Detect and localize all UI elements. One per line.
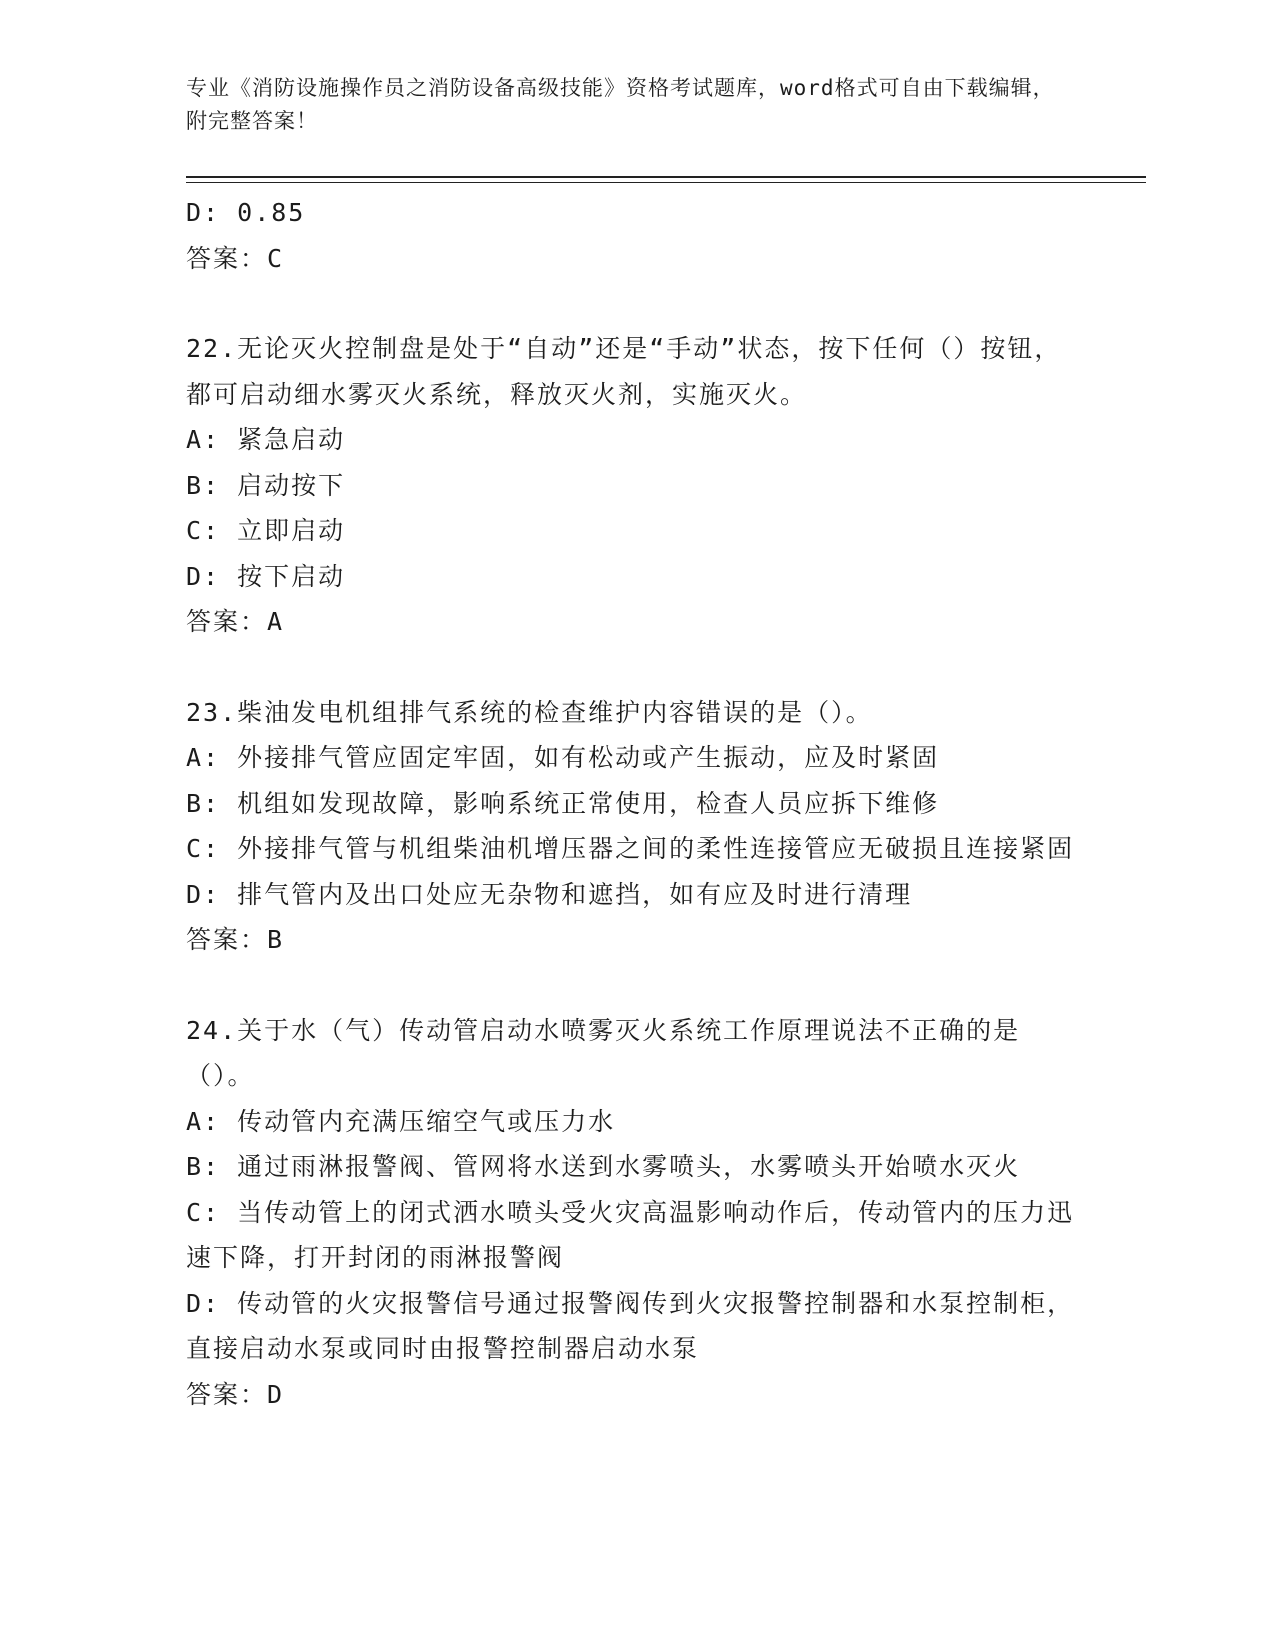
- answer: 答案：C: [186, 243, 285, 273]
- option-c: C: 当传动管上的闭式洒水喷头受火灾高温影响动作后，传动管内的压力迅速下降，打开封闭的雨淋报警阀: [186, 1197, 1075, 1272]
- question-text: 24.关于水（气）传动管启动水喷雾灭火系统工作原理说法不正确的是（）。: [186, 1015, 1021, 1090]
- question-21-tail: [186, 190, 1076, 281]
- spacer: [186, 645, 1076, 690]
- option-d: D: 传动管的火灾报警信号通过报警阀传到火灾报警控制器和水泵控制柜，直接启动水泵或同时由报警控制器启动水泵: [186, 1288, 1075, 1363]
- document-header: [186, 72, 1066, 138]
- option-d: D: 排气管内及出口处应无杂物和遮挡，如有应及时进行清理: [186, 879, 913, 909]
- header-rule-thin: [186, 182, 1146, 183]
- option-a: A: 传动管内充满压缩空气或压力水: [186, 1106, 616, 1136]
- spacer: [186, 963, 1076, 1008]
- option-d: D: 按下启动: [186, 561, 346, 591]
- option-a: A: 外接排气管应固定牢固，如有松动或产生振动，应及时紧固: [186, 743, 940, 772]
- question-text: 23.柴油发电机组排气系统的检查维护内容错误的是（）。: [186, 697, 873, 727]
- option-b: B: 启动按下: [186, 470, 346, 500]
- answer: 答案：A: [186, 607, 285, 636]
- question-text: 22.无论灭火控制盘是处于“自动”还是“手动”状态，按下任何（）按钮，都可启动细水雾灭火系统，释放灭火剂，实施灭火。: [186, 334, 1062, 409]
- question-23: [186, 690, 1076, 963]
- header-text: 专业《消防设施操作员之消防设备高级技能》资格考试题库，word格式可自由下载编辑，附完整答案！: [186, 76, 1055, 133]
- spacer: [186, 281, 1076, 326]
- option-c: C: 立即启动: [186, 516, 346, 545]
- header-rule-thick: [186, 176, 1146, 178]
- option-c: C: 外接排气管与机组柴油机增压器之间的柔性连接管应无破损且连接紧固: [186, 834, 1075, 863]
- question-22: [186, 326, 1076, 645]
- question-list: [186, 190, 1076, 1417]
- answer: 答案：D: [186, 1379, 285, 1409]
- question-24: [186, 1008, 1076, 1418]
- answer: 答案：B: [186, 925, 285, 954]
- option-a: A: 紧急启动: [186, 425, 346, 454]
- option-d: D: 0.85: [186, 198, 306, 227]
- option-b: B: 机组如发现故障，影响系统正常使用，检查人员应拆下维修: [186, 788, 940, 818]
- option-b: B: 通过雨淋报警阀、管网将水送到水雾喷头，水雾喷头开始喷水灭火: [186, 1152, 1021, 1181]
